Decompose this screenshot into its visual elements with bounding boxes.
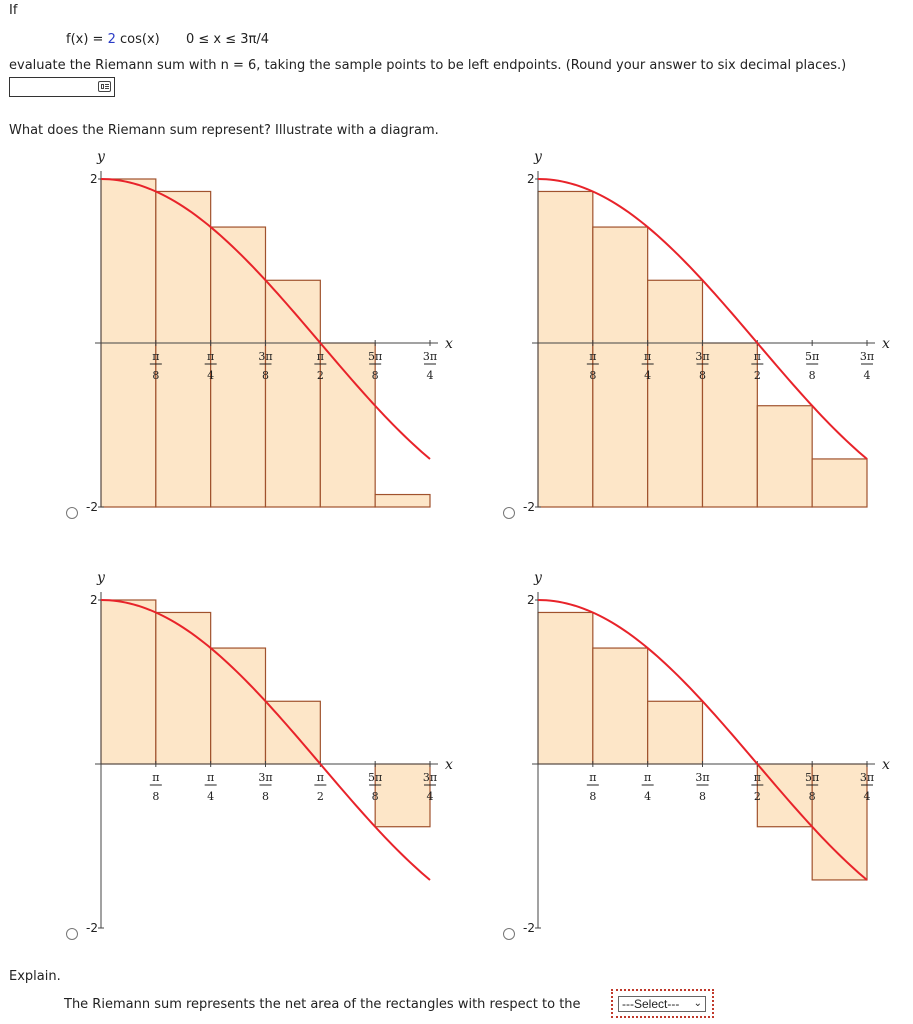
y-tick-label-top: 2 — [527, 593, 535, 607]
x-tick-numerator: 3π — [422, 771, 438, 784]
x-tick-numerator: 3π — [258, 350, 273, 363]
x-tick-numerator: 3π — [859, 350, 875, 363]
x-tick-numerator: π — [152, 350, 160, 363]
x-tick-numerator: 5π — [805, 350, 820, 363]
y-axis-label: y — [534, 570, 542, 586]
represent-prompt: What does the Riemann sum represent? Illustrate with a diagram. — [9, 123, 439, 138]
riemann-rect — [812, 459, 867, 507]
x-tick-denominator: 2 — [316, 369, 324, 382]
graph-option-c — [86, 570, 453, 935]
radio-option-a[interactable] — [66, 507, 78, 519]
x-tick-denominator: 4 — [207, 369, 215, 382]
y-tick-label-bottom: -2 — [86, 500, 98, 514]
x-tick-denominator: 8 — [262, 369, 269, 382]
y-tick-label-bottom: -2 — [86, 921, 98, 935]
x-tick-denominator: 8 — [699, 369, 706, 382]
y-tick-label-bottom: -2 — [523, 921, 535, 935]
graph-option-a — [86, 149, 453, 514]
x-tick-numerator: π — [207, 771, 215, 784]
y-tick-label-top: 2 — [90, 172, 98, 186]
function-name: f(x) = — [66, 32, 108, 47]
radio-option-b[interactable] — [503, 507, 515, 519]
riemann-rect — [375, 495, 430, 507]
y-tick-label-top: 2 — [527, 172, 535, 186]
x-tick-denominator: 2 — [753, 790, 761, 803]
riemann-rect — [648, 701, 703, 764]
y-axis-label: y — [97, 149, 105, 165]
x-tick-numerator: 3π — [695, 350, 710, 363]
x-tick-numerator: 3π — [422, 350, 438, 363]
x-tick-denominator: 4 — [426, 790, 434, 803]
explain-select[interactable] — [618, 996, 706, 1012]
x-axis-label: x — [882, 336, 890, 352]
x-tick-denominator: 4 — [426, 369, 434, 382]
x-tick-denominator: 8 — [371, 369, 379, 382]
riemann-rect — [648, 280, 703, 507]
riemann-rect — [757, 406, 812, 507]
riemann-rect — [101, 600, 156, 764]
x-tick-numerator: 3π — [695, 771, 710, 784]
riemann-rect — [375, 764, 430, 827]
x-tick-denominator: 8 — [808, 790, 816, 803]
riemann-rect — [266, 280, 321, 507]
x-tick-numerator: 5π — [368, 771, 383, 784]
if-label: If — [9, 3, 18, 18]
radio-option-d[interactable] — [503, 928, 515, 940]
graph-option-b — [523, 149, 890, 514]
x-tick-numerator: 3π — [859, 771, 875, 784]
x-tick-numerator: π — [589, 771, 597, 784]
instruction-text: evaluate the Riemann sum with n = 6, taking the sample points to be left endpoints. (Round your answer to six decimal places.) — [9, 58, 847, 73]
x-tick-numerator: π — [207, 350, 215, 363]
riemann-rect — [211, 227, 266, 507]
y-tick-label-bottom: -2 — [523, 500, 535, 514]
x-axis-label: x — [882, 757, 890, 773]
graph-option-d — [523, 570, 890, 935]
function-rest: cos(x) — [115, 32, 160, 47]
x-tick-denominator: 8 — [152, 369, 160, 382]
x-tick-numerator: 5π — [805, 771, 820, 784]
radio-option-c[interactable] — [66, 928, 78, 940]
x-tick-numerator: 5π — [368, 350, 383, 363]
riemann-rect — [538, 191, 593, 507]
riemann-rect — [593, 648, 648, 764]
riemann-rect — [703, 343, 758, 507]
x-tick-denominator: 2 — [753, 369, 761, 382]
y-axis-label: y — [97, 570, 105, 586]
x-tick-numerator: π — [589, 350, 597, 363]
function-coefficient: 2 — [107, 32, 116, 47]
x-tick-denominator: 8 — [699, 790, 706, 803]
explain-sentence: The Riemann sum represents the net area of the rectangles with respect to the — [64, 997, 581, 1012]
x-tick-numerator: π — [644, 771, 652, 784]
riemann-rect — [156, 612, 211, 764]
riemann-rect — [538, 612, 593, 764]
x-tick-denominator: 4 — [207, 790, 215, 803]
riemann-rect — [320, 343, 375, 507]
y-axis-label: y — [534, 149, 542, 165]
x-tick-numerator: π — [316, 350, 324, 363]
x-tick-numerator: π — [316, 771, 324, 784]
x-tick-denominator: 8 — [589, 790, 597, 803]
x-tick-denominator: 4 — [644, 790, 652, 803]
riemann-rect — [211, 648, 266, 764]
x-tick-numerator: π — [152, 771, 160, 784]
x-tick-denominator: 8 — [371, 790, 379, 803]
x-tick-denominator: 8 — [262, 790, 269, 803]
x-tick-denominator: 8 — [808, 369, 816, 382]
y-tick-label-top: 2 — [90, 593, 98, 607]
x-axis-label: x — [445, 336, 453, 352]
x-axis-label: x — [445, 757, 453, 773]
explain-label: Explain. — [9, 969, 61, 984]
x-tick-denominator: 8 — [152, 790, 160, 803]
x-tick-numerator: π — [753, 350, 761, 363]
chevron-down-icon: ⌄ — [693, 998, 702, 1009]
riemann-rect — [812, 764, 867, 880]
x-tick-numerator: π — [753, 771, 761, 784]
x-tick-denominator: 4 — [644, 369, 652, 382]
riemann-rect — [156, 191, 211, 507]
x-tick-denominator: 8 — [589, 369, 597, 382]
riemann-rect — [593, 227, 648, 507]
function-domain: 0 ≤ x ≤ 3π/4 — [185, 32, 270, 47]
x-tick-numerator: π — [644, 350, 652, 363]
x-tick-denominator: 2 — [316, 790, 324, 803]
explain-select-wrapper — [611, 989, 714, 1018]
select-value: ---Select--- — [622, 997, 680, 1011]
x-tick-denominator: 4 — [863, 369, 871, 382]
x-tick-numerator: 3π — [258, 771, 273, 784]
x-tick-denominator: 4 — [863, 790, 871, 803]
